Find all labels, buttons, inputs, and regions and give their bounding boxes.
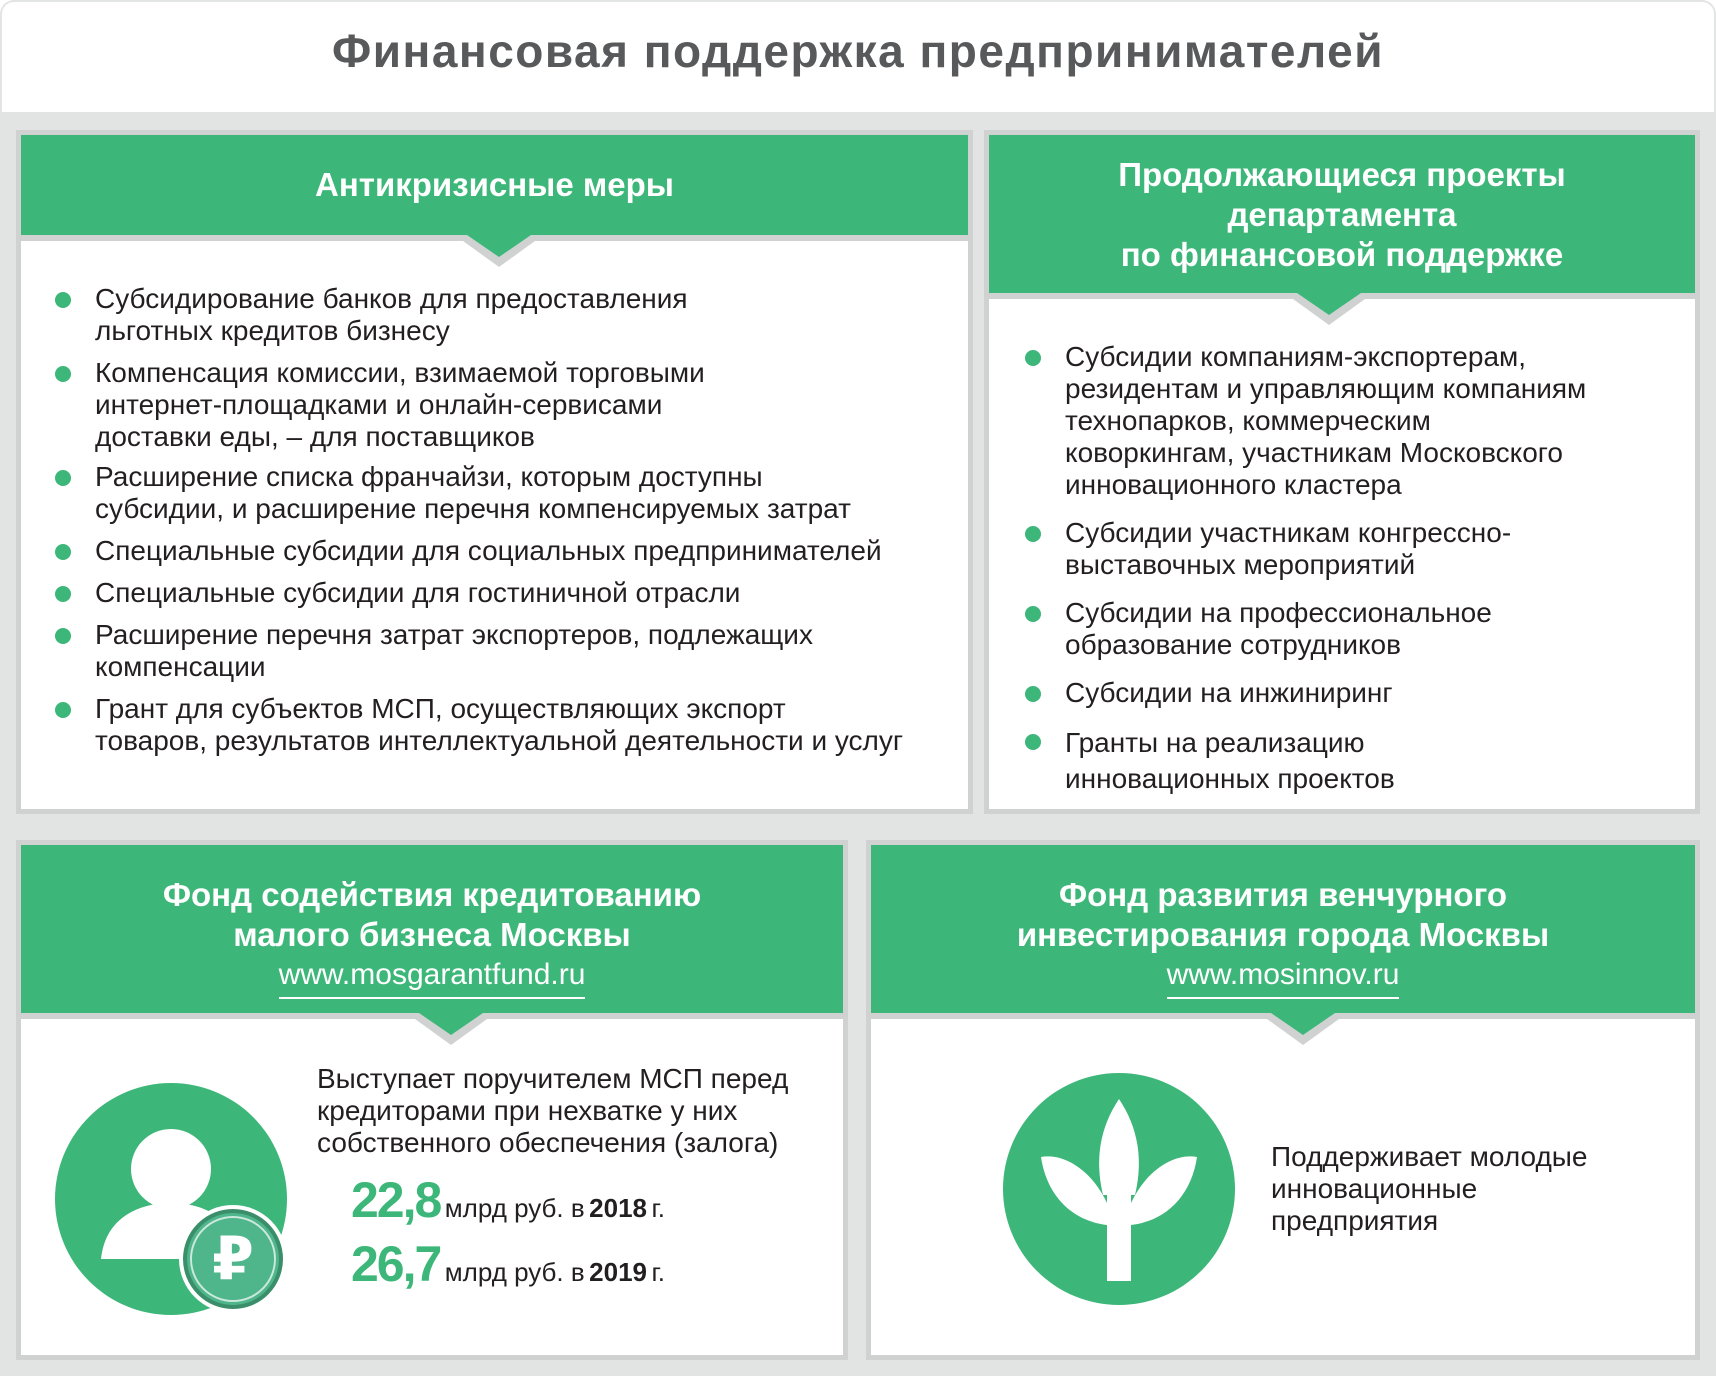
- list-item: Специальные субсидии для гостиничной отрасли: [55, 577, 955, 609]
- bullet-icon: [55, 544, 71, 560]
- credit-fund-panel: [16, 840, 848, 1360]
- ongoing-heading: Продолжающиеся проекты департамента по финансовой поддержке: [1118, 156, 1566, 273]
- credit-fund-link[interactable]: www.mosgarantfund.ru: [279, 957, 586, 999]
- bullet-icon: [1025, 734, 1041, 750]
- venture-fund-link[interactable]: www.mosinnov.ru: [1167, 957, 1400, 999]
- stat-value: 22,8: [351, 1172, 441, 1228]
- bullet-icon: [55, 366, 71, 382]
- list-item: Субсидии участникам конгрессно- выставочных мероприятий: [1025, 517, 1695, 581]
- anticrisis-list: [55, 283, 955, 757]
- sprout-icon: [1003, 1073, 1235, 1305]
- anticrisis-panel: [16, 130, 973, 814]
- list-item: Расширение списка франчайзи, которым доступны субсидии, и расширение перечня компенсируемых затрат: [55, 461, 955, 525]
- bullet-icon: [55, 628, 71, 644]
- list-item: Субсидии на инжиниринг: [1025, 677, 1695, 709]
- venture-fund-heading: Фонд развития венчурного инвестирования города Москвы: [1016, 876, 1550, 953]
- ongoing-list: [1025, 341, 1695, 797]
- stat-unit: млрд руб. в: [444, 1257, 585, 1287]
- list-item: Субсидии на профессиональное образование сотрудников: [1025, 597, 1695, 661]
- list-item: Субсидирование банков для предоставления льготных кредитов бизнесу: [55, 283, 955, 347]
- credit-fund-header: [21, 845, 843, 1019]
- list-item: Расширение перечня затрат экспортеров, подлежащих компенсации: [55, 619, 955, 683]
- ongoing-projects-panel: [984, 130, 1700, 814]
- venture-fund-panel: [866, 840, 1700, 1360]
- ruble-symbol: ₽: [212, 1225, 254, 1292]
- credit-fund-description: Выступает поручителем МСП перед кредиторами при нехватке у них собственного обеспечения (залога): [317, 1063, 789, 1158]
- bullet-icon: [1025, 350, 1041, 366]
- list-item: Гранты на реализацию инновационных проектов: [1025, 725, 1695, 797]
- bullet-icon: [1025, 686, 1041, 702]
- stat-unit: млрд руб. в: [444, 1193, 585, 1223]
- venture-fund-header: [871, 845, 1695, 1019]
- stat-row-2018: [351, 1171, 665, 1231]
- stat-suffix: г.: [651, 1257, 665, 1287]
- bullet-icon: [55, 292, 71, 308]
- bullet-icon: [55, 470, 71, 486]
- credit-fund-heading: Фонд содействия кредитованию малого бизнеса Москвы: [162, 876, 702, 953]
- anticrisis-header: [21, 135, 968, 241]
- page-title: Финансовая поддержка предпринимателей: [332, 25, 1384, 77]
- stat-suffix: г.: [651, 1193, 665, 1223]
- venture-fund-description: Поддерживает молодые инновационные предприятия: [1271, 1141, 1588, 1236]
- ongoing-header: [989, 135, 1695, 299]
- list-item: Грант для субъектов МСП, осуществляющих экспорт товаров, результатов интеллектуальной деятельности и услуг: [55, 693, 955, 757]
- stat-year: 2018: [589, 1193, 647, 1223]
- list-item: Субсидии компаниям-экспортерам, резидентам и управляющим компаниям технопарков, коммерческим коворкингам, участникам Московского инновационного кластера: [1025, 341, 1695, 501]
- bullet-icon: [55, 586, 71, 602]
- person-ruble-icon: [55, 1081, 295, 1321]
- bullet-icon: [1025, 606, 1041, 622]
- bullet-icon: [55, 702, 71, 718]
- stat-year: 2019: [589, 1257, 647, 1287]
- list-item: Компенсация комиссии, взимаемой торговыми интернет-площадками и онлайн-сервисами доставки еды, – для поставщиков: [55, 357, 955, 453]
- anticrisis-heading: Антикризисные меры: [315, 166, 674, 203]
- stat-row-2019: [351, 1235, 665, 1295]
- stat-value: 26,7: [351, 1236, 441, 1292]
- list-item: Специальные субсидии для социальных предпринимателей: [55, 535, 955, 567]
- bullet-icon: [1025, 526, 1041, 542]
